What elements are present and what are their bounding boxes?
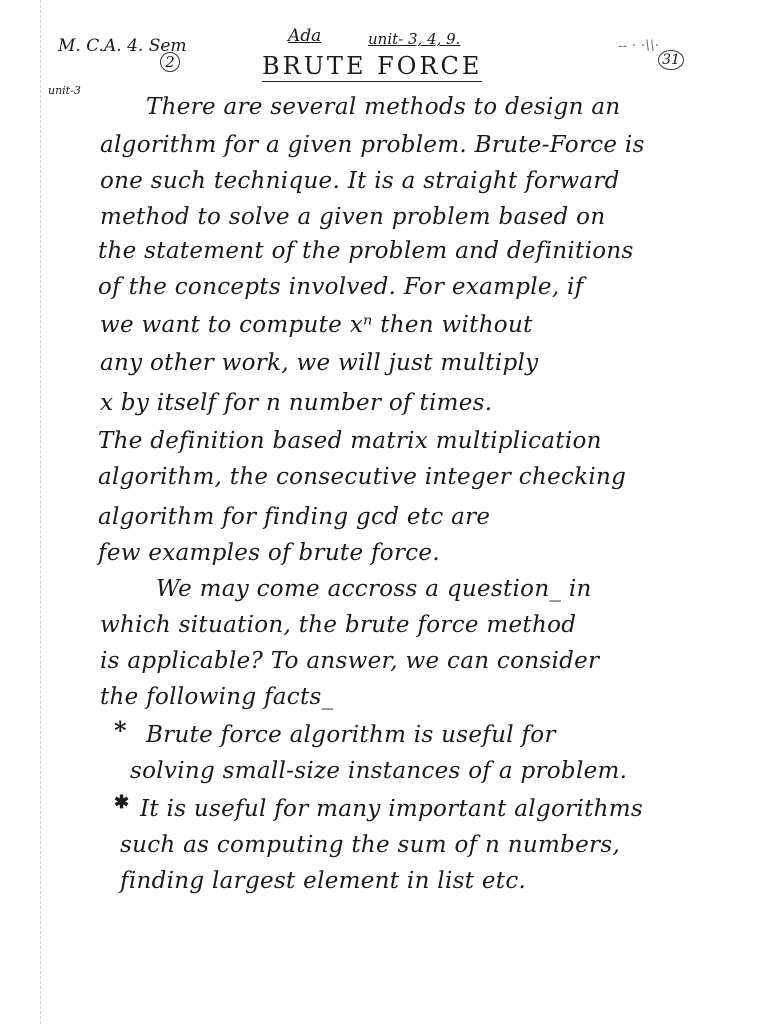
stray-marks: -- · ·\\· <box>618 38 660 54</box>
unit-note: unit-3 <box>48 84 81 97</box>
page-number: 31 <box>658 50 684 70</box>
body-line: which situation, the brute force method <box>100 612 577 638</box>
body-line: the following facts_ <box>100 684 334 710</box>
page-title: BRUTE FORCE <box>262 52 483 80</box>
body-line: algorithm for a given problem. Brute-Force is <box>100 132 645 158</box>
body-line: x by itself for n number of times. <box>100 390 493 416</box>
body-line: It is useful for many important algorithms <box>140 796 643 822</box>
body-line: of the concepts involved. For example, if <box>98 274 584 300</box>
body-line: finding largest element in list etc. <box>120 868 527 894</box>
body-line: There are several methods to design an <box>146 94 621 120</box>
bullet-asterisk: * <box>114 716 127 745</box>
body-line: The definition based matrix multiplication <box>98 428 602 454</box>
body-line: algorithm for finding gcd etc are <box>98 504 491 530</box>
units-label: unit- 3, 4, 9. <box>368 30 461 48</box>
course-label: M. C.A. 4. Sem <box>58 36 187 56</box>
body-line: we want to compute xⁿ then without <box>100 312 533 338</box>
body-line: the statement of the problem and definitions <box>98 238 634 264</box>
bullet-asterisk: ✱ <box>114 792 130 813</box>
body-line: Brute force algorithm is useful for <box>146 722 556 748</box>
body-line: algorithm, the consecutive integer checking <box>98 464 627 490</box>
body-line: one such technique. It is a straight forward <box>100 168 620 194</box>
body-line: such as computing the sum of n numbers, <box>120 832 621 858</box>
body-line: solving small-size instances of a problem. <box>130 758 628 784</box>
margin-line <box>40 0 42 1024</box>
body-line: is applicable? To answer, we can consider <box>100 648 600 674</box>
body-line: any other work, we will just multiply <box>100 350 539 376</box>
subject-label: Ada <box>288 26 322 46</box>
circled-number: 2 <box>160 52 180 72</box>
body-line: We may come accross a question_ in <box>156 576 592 602</box>
body-line: few examples of brute force. <box>98 540 440 566</box>
body-line: method to solve a given problem based on <box>100 204 606 230</box>
